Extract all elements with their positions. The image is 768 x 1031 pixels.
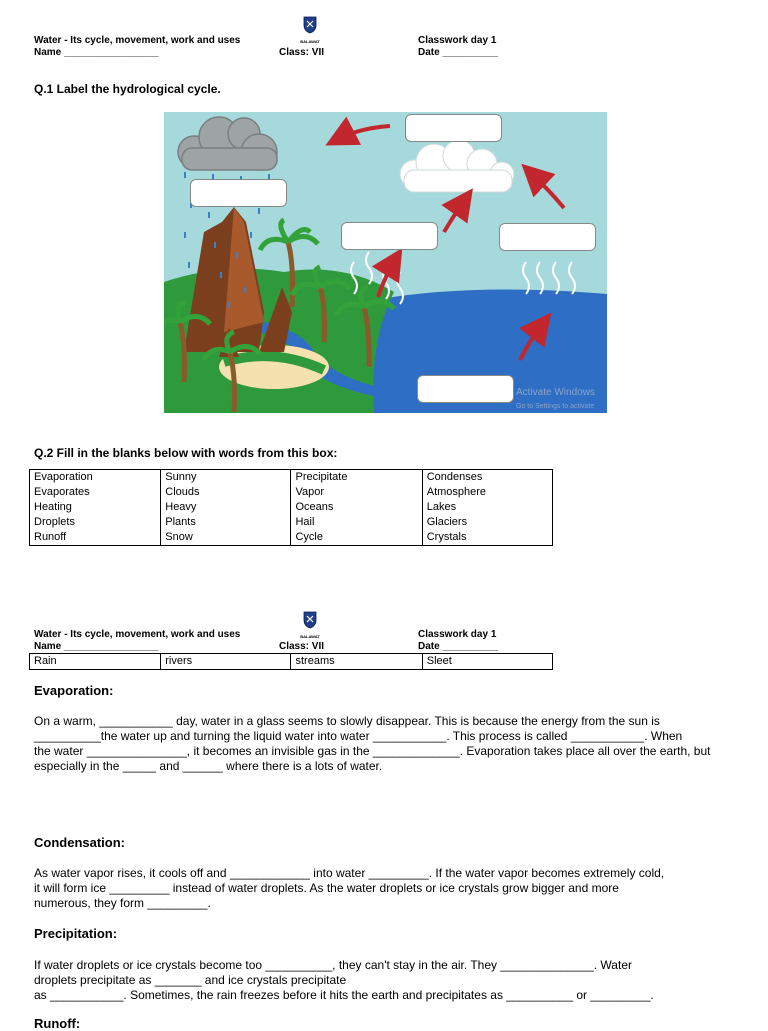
crest-icon: [303, 16, 317, 34]
watermark-line-1: Activate Windows: [516, 387, 595, 398]
date-field-page2: Date __________: [418, 641, 499, 652]
word-box-row: [30, 654, 553, 670]
class-label-page2: Class: VII: [279, 641, 325, 652]
precipitation-paragraph: [34, 958, 654, 1003]
name-field-page2: Name _________________: [34, 641, 159, 652]
word-cell: Heating: [30, 500, 161, 515]
paragraph-line: On a warm, ___________ day, water in a glass seems to slowly disappear. This is because the energy from the sun is: [34, 714, 660, 728]
word-cell: Vapor: [291, 485, 422, 500]
word-box-table: [29, 469, 553, 546]
worksheet-title-page2: Water - Its cycle, movement, work and uses: [34, 629, 241, 640]
water-cycle-illustration: [164, 112, 607, 413]
word-cell: Rain: [30, 654, 161, 670]
paragraph-line: it will form ice _________ instead of water droplets. As the water droplets or ice crystals grow bigger and more: [34, 881, 619, 895]
label-box-condensation[interactable]: [405, 114, 502, 142]
school-crest: [298, 16, 322, 44]
word-box-row: [30, 500, 553, 515]
word-box-row: [30, 485, 553, 500]
paragraph-line: numerous, they form _________.: [34, 896, 211, 910]
label-box-collection[interactable]: [417, 375, 514, 403]
question-2-title: Q.2 Fill in the blanks below with words from this box:: [34, 446, 338, 460]
word-box-row: [30, 470, 553, 486]
paragraph-line: __________the water up and turning the liquid water into water ___________. This process is called ___________. When: [34, 729, 683, 743]
classwork-label: Classwork day 1: [418, 35, 497, 46]
word-cell: Glaciers: [422, 515, 552, 530]
word-cell: Oceans: [291, 500, 422, 515]
date-field: Date __________: [418, 47, 499, 58]
word-cell: Plants: [161, 515, 291, 530]
word-cell: Runoff: [30, 530, 161, 546]
word-box-row: [30, 530, 553, 546]
word-cell: Heavy: [161, 500, 291, 515]
worksheet-title: Water - Its cycle, movement, work and uses: [34, 35, 241, 46]
word-cell: Cycle: [291, 530, 422, 546]
evaporation-paragraph: [34, 714, 710, 774]
name-field: Name _________________: [34, 47, 159, 58]
paragraph-line: droplets precipitate as _______ and ice crystals precipitate: [34, 973, 347, 987]
word-cell: Lakes: [422, 500, 552, 515]
hydrological-cycle-diagram: [164, 112, 607, 413]
word-cell: Hail: [291, 515, 422, 530]
word-cell: Snow: [161, 530, 291, 546]
paragraph-line: the water _______________, it becomes an invisible gas in the _____________. Evaporation takes place all over the earth, but: [34, 744, 711, 758]
crest-label: BALAWAT: [300, 634, 320, 639]
word-cell: Evaporation: [30, 470, 161, 486]
precipitation-heading: Precipitation:: [34, 926, 118, 941]
label-box-transpiration[interactable]: [341, 222, 438, 250]
word-cell: Condenses: [422, 470, 552, 486]
word-cell: Crystals: [422, 530, 552, 546]
crest-label: BALAWAT: [300, 39, 320, 44]
class-label: Class: VII: [279, 47, 325, 58]
word-cell: Sunny: [161, 470, 291, 486]
word-cell: Droplets: [30, 515, 161, 530]
paragraph-line: especially in the _____ and ______ where there is a lots of water.: [34, 759, 383, 773]
question-1-title: Q.1 Label the hydrological cycle.: [34, 82, 221, 96]
word-cell: rivers: [161, 654, 291, 670]
paragraph-line: As water vapor rises, it cools off and ____________ into water _________. If the water vapor becomes extremely cold,: [34, 866, 665, 880]
paragraph-line: If water droplets or ice crystals become too __________, they can't stay in the air. They ______________. Water: [34, 958, 632, 972]
word-cell: Atmosphere: [422, 485, 552, 500]
label-box-precipitation[interactable]: [190, 179, 287, 207]
word-cell: Clouds: [161, 485, 291, 500]
paragraph-line: as ___________. Sometimes, the rain freezes before it hits the earth and precipitates as __________ or _________.: [34, 988, 654, 1002]
word-cell: Evaporates: [30, 485, 161, 500]
label-box-evaporation[interactable]: [499, 223, 596, 251]
crest-icon: [303, 611, 317, 629]
word-cell: streams: [291, 654, 422, 670]
school-crest-page2: [298, 611, 322, 639]
classwork-label-page2: Classwork day 1: [418, 629, 497, 640]
word-box-row: [30, 515, 553, 530]
runoff-heading: Runoff:: [34, 1016, 81, 1031]
word-cell: Precipitate: [291, 470, 422, 486]
condensation-paragraph: [34, 866, 664, 911]
watermark-line-2: Go to Settings to activate: [516, 403, 595, 410]
condensation-heading: Condensation:: [34, 835, 125, 850]
word-box-table-continued: [29, 653, 553, 670]
word-cell: Sleet: [422, 654, 552, 670]
evaporation-heading: Evaporation:: [34, 683, 114, 698]
